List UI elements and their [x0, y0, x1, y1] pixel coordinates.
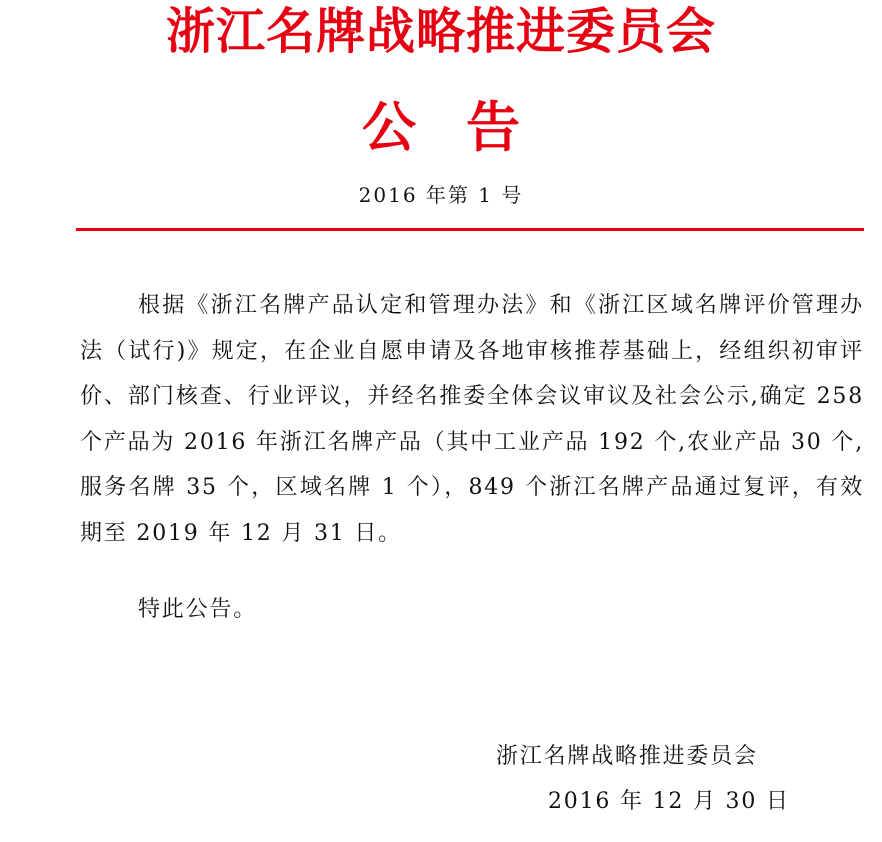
document-subtitle: 公告	[362, 96, 570, 159]
issuer-signature: 浙江名牌战略推进委员会	[496, 744, 758, 769]
closing-line: 特此公告。	[138, 597, 258, 622]
document-number: 2016 年第 1 号	[358, 183, 524, 207]
document-title: 浙江名牌战略推进委员会	[165, 3, 716, 60]
issue-date: 2016 年 12 月 30 日	[548, 789, 790, 814]
red-divider-rule	[76, 228, 864, 231]
announcement-paragraph: 根据《浙江名牌产品认定和管理办法》和《浙江区域名牌评价管理办法（试行)》规定，在企业自愿申请及各地审核推荐基础上，经组织初审评价、部门核查、行业评议，并经名推委全体会议审议及社会公示,确定 258 个产品为 2016 年浙江名牌产品（其中工业产品 192 个,农业产品 30 个,服务名牌 35 个，区域名牌 1 个），849 个浙江名牌产品通过复评，有效期至 2019 年 12 月 31 日。	[80, 293, 864, 546]
